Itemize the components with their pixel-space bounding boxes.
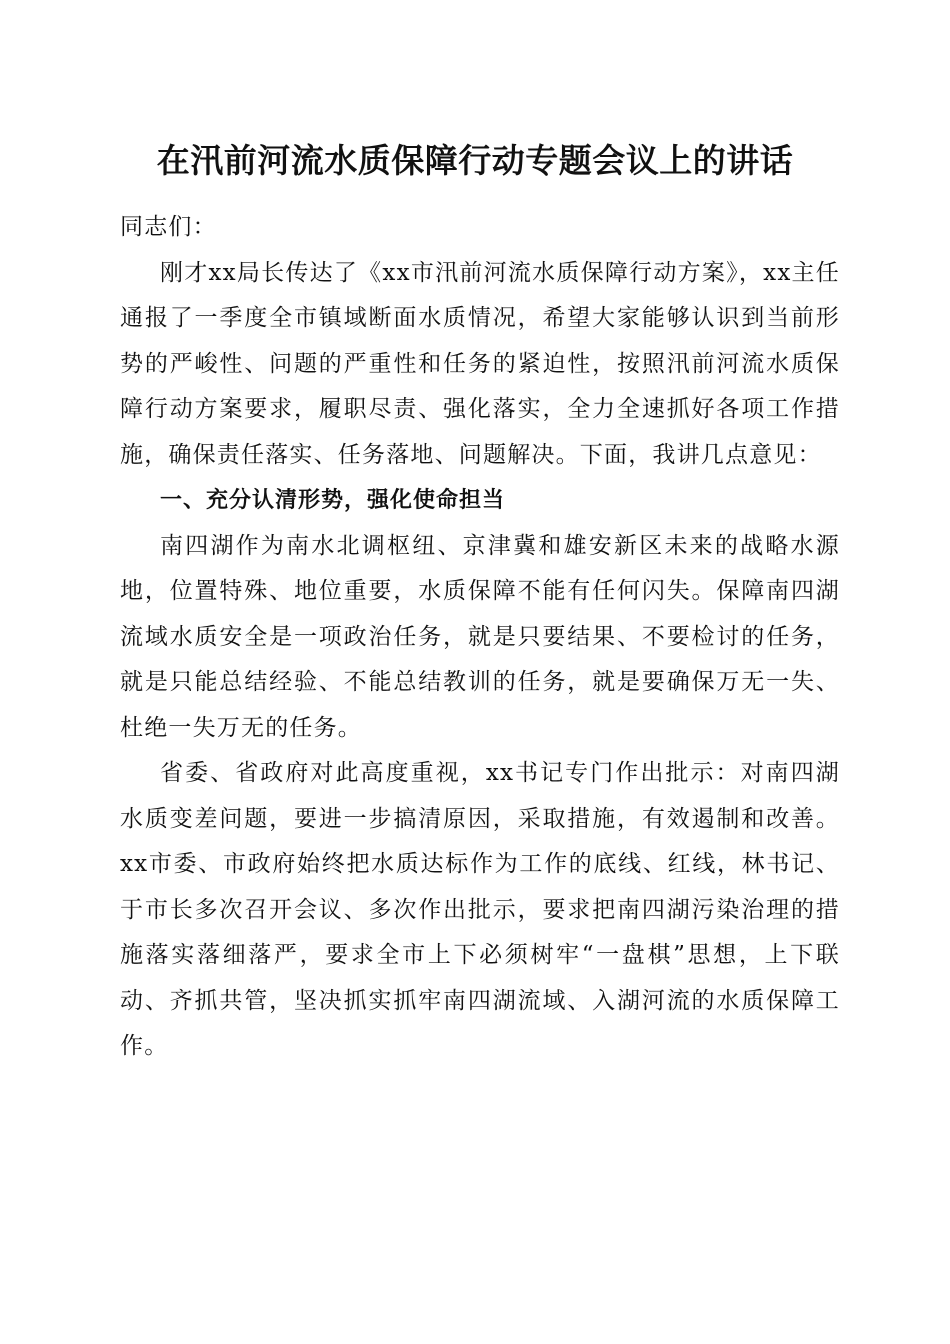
document-title: 在汛前河流水质保障行动专题会议上的讲话: [156, 141, 794, 180]
salutation: 同志们：: [120, 214, 217, 240]
section-heading: 一、充分认清形势，强化使命担当: [160, 488, 506, 513]
document-body: [120, 205, 840, 1070]
paragraph-intro: 刚才xx局长传达了《xx市汛前河流水质保障行动方案》，xx主任通报了一季度全市镇域断面水质情况，希望大家能够认识到当前形势的严峻性、问题的严重性和任务的紧迫性，按照汛前河流水质保障行动方案要求，履职尽责、强化落实，全力全速抓好各项工作措施，确保责任落实、任务落地、问题解决。下面，我讲几点意见：: [120, 259, 840, 468]
paragraph-provincial: 省委、省政府对此高度重视，xx书记专门作出批示：对南四湖水质变差问题，要进一步搞清原因，采取措施，有效遏制和改善。xx市委、市政府始终把水质达标作为工作的底线、红线，林书记、于市长多次召开会议、多次作出批示，要求把南四湖污染治理的措施落实落细落严，要求全市上下必须树牢“一盘棋”思想，上下联动、齐抓共管，坚决抓实抓牢南四湖流域、入湖河流的水质保障工作。: [120, 760, 840, 1059]
paragraph-nansihu: 南四湖作为南水北调枢纽、京津冀和雄安新区未来的战略水源地，位置特殊、地位重要，水质保障不能有任何闪失。保障南四湖流域水质安全是一项政治任务，就是只要结果、不要检讨的任务，就是只能总结经验、不能总结教训的任务，就是要确保万无一失、杜绝一失万无的任务。: [120, 532, 840, 741]
